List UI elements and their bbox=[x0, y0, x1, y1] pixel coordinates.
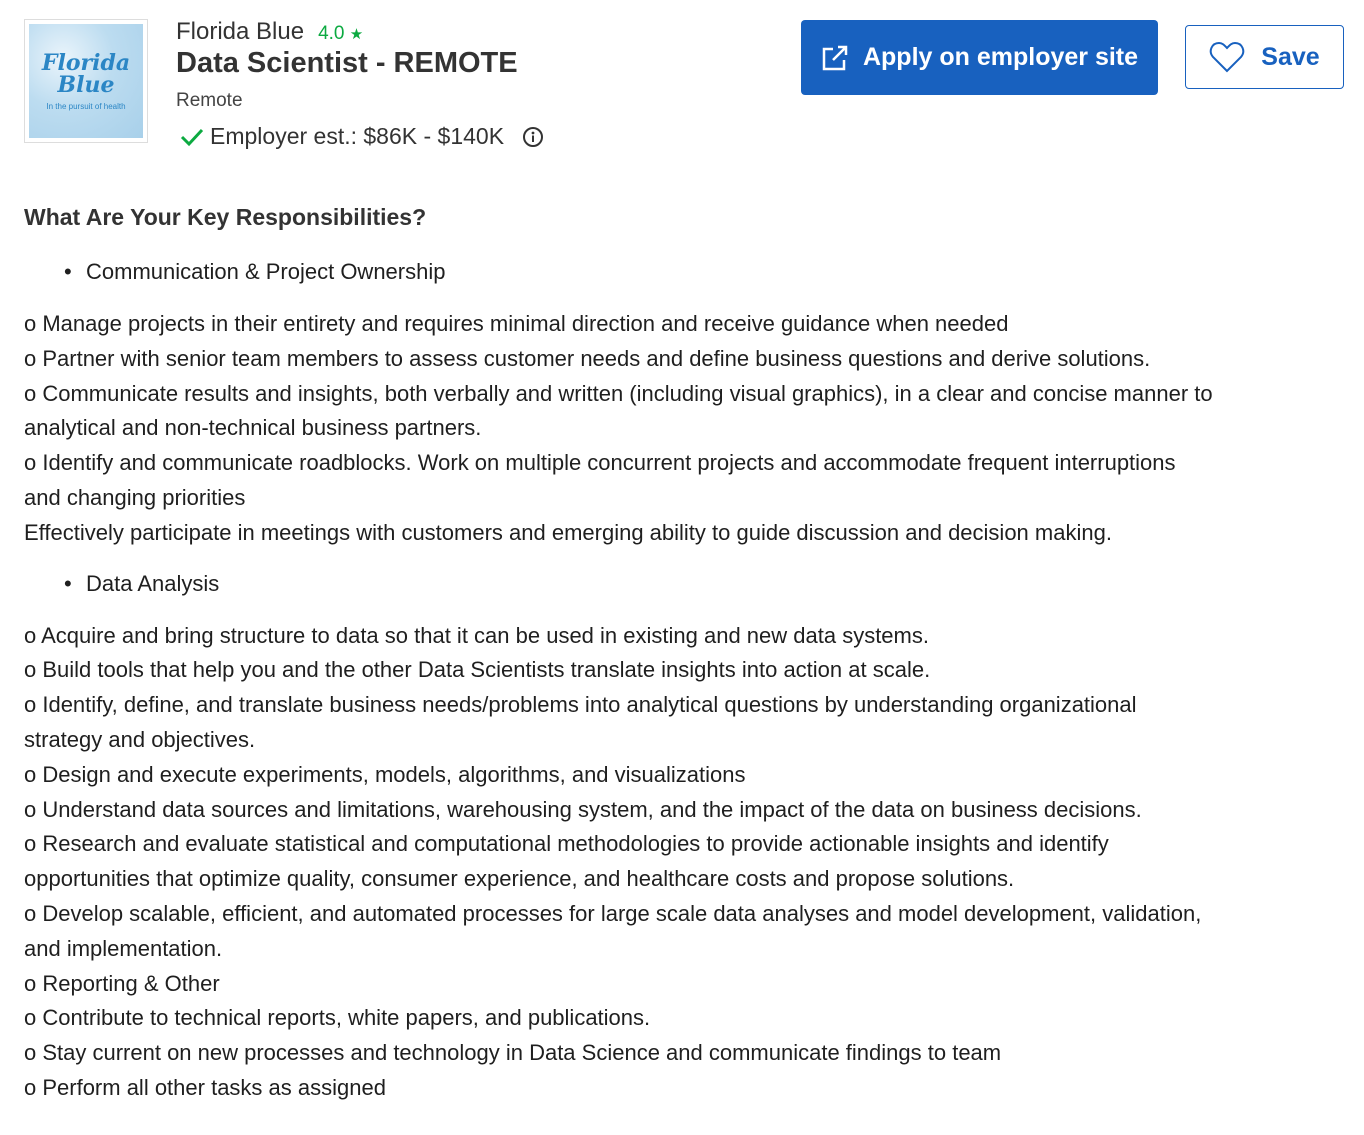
description-line: strategy and objectives. bbox=[24, 726, 256, 752]
company-header bbox=[176, 18, 363, 46]
apply-button[interactable] bbox=[801, 20, 1158, 95]
description-line: o Acquire and bring structure to data so that it can be used in existing and new data systems. bbox=[24, 622, 929, 648]
description-line: o Contribute to technical reports, white papers, and publications. bbox=[24, 1005, 651, 1031]
job-description bbox=[24, 204, 1354, 1106]
logo-tagline: In the pursuit of health bbox=[46, 101, 126, 111]
description-line: and implementation. bbox=[24, 935, 223, 961]
description-line: o Manage projects in their entirety and requires minimal direction and receive guidance when needed bbox=[24, 311, 1009, 336]
description-line: o Partner with senior team members to assess customer needs and define business questions and derive solutions. bbox=[24, 345, 1151, 371]
logo-text-florida: Florida bbox=[41, 49, 131, 76]
logo-text-blue: Blue bbox=[57, 71, 115, 98]
salary-estimate bbox=[180, 123, 544, 150]
salary-text: Employer est.: $86K - $140K bbox=[210, 123, 505, 149]
description-line: o Communicate results and insights, both verbally and written (including visual graphics), in a clear and concise manner to bbox=[24, 380, 1213, 406]
description-line: o Identify and communicate roadblocks. Work on multiple concurrent projects and accommodate frequent interruptions bbox=[24, 450, 1176, 476]
job-location: Remote bbox=[176, 90, 243, 111]
company-name[interactable]: Florida Blue bbox=[176, 18, 305, 45]
check-icon bbox=[180, 127, 204, 147]
description-line: o Identify, define, and translate business needs/problems into analytical questions by understanding organizational bbox=[24, 692, 1137, 718]
description-line: analytical and non-technical business partners. bbox=[24, 415, 482, 441]
description-line: opportunities that optimize quality, consumer experience, and healthcare costs and propose solutions. bbox=[24, 866, 1015, 892]
description-line: o Develop scalable, efficient, and automated processes for large scale data analyses and model development, validation, bbox=[24, 900, 1202, 926]
external-link-icon bbox=[821, 44, 849, 72]
bullet-item: • Communication & Project Ownership bbox=[24, 255, 1354, 289]
company-rating: 4.0 ★ bbox=[318, 23, 364, 44]
bullet-item: • Data Analysis bbox=[24, 567, 1354, 601]
company-logo bbox=[24, 19, 148, 143]
heart-icon bbox=[1209, 41, 1245, 73]
section-heading: What Are Your Key Responsibilities? bbox=[24, 204, 427, 230]
description-line: Effectively participate in meetings with customers and emerging ability to guide discussion and decision making. bbox=[24, 519, 1112, 545]
save-button[interactable] bbox=[1185, 25, 1344, 89]
star-icon: ★ bbox=[349, 26, 364, 43]
description-line: o Design and execute experiments, models, algorithms, and visualizations bbox=[24, 761, 746, 787]
description-line: o Understand data sources and limitations, warehousing system, and the impact of the data on business decisions. bbox=[24, 796, 1142, 822]
description-line: o Build tools that help you and the other Data Scientists translate insights into action at scale. bbox=[24, 657, 931, 683]
description-line: o Stay current on new processes and technology in Data Science and communicate findings to team bbox=[24, 1040, 1002, 1066]
job-title: Data Scientist - REMOTE bbox=[176, 47, 518, 79]
apply-label: Apply on employer site bbox=[862, 43, 1139, 71]
description-line: o Research and evaluate statistical and computational methodologies to provide actionable insights and identify bbox=[24, 831, 1109, 857]
description-line: and changing priorities bbox=[24, 484, 246, 510]
description-line: o Reporting & Other bbox=[24, 970, 220, 996]
save-label: Save bbox=[1261, 42, 1320, 71]
info-icon[interactable] bbox=[522, 126, 544, 148]
description-line: o Perform all other tasks as assigned bbox=[24, 1074, 386, 1100]
